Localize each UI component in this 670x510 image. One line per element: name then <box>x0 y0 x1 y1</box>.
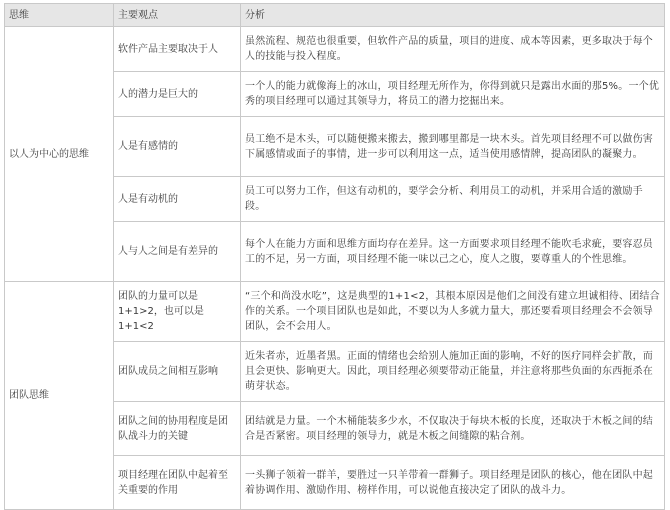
header-analysis: 分析 <box>241 4 665 27</box>
group-label-team: 团队思维 <box>5 282 114 510</box>
row-analysis: 一头狮子领着一群羊，要胜过一只羊带着一群狮子。项目经理是团队的核心，他在团队中起着协调作用、激励作用、榜样作用，可以说他直接决定了团队的战斗力。 <box>241 456 665 510</box>
row-analysis: 每个人在能力方面和思维方面均存在差异。这一方面要求项目经理不能吹毛求疵，要容忍员工的不足，另一方面，项目经理不能一味以己之心，度人之腹，要尊重人的个性思维。 <box>241 222 665 282</box>
table-row <box>5 27 665 72</box>
header-thinking: 思维 <box>5 4 114 27</box>
row-point: 项目经理在团队中起着至关重要的作用 <box>114 456 241 510</box>
row-analysis: 员工可以努力工作，但这有动机的，要学会分析、利用员工的动机，并采用合适的激励手段。 <box>241 177 665 222</box>
row-point: 团队成员之间相互影响 <box>114 342 241 402</box>
row-point: 软件产品主要取决于人 <box>114 27 241 72</box>
table-row <box>5 282 665 342</box>
row-analysis: 近朱者赤，近墨者黑。正面的情绪也会给别人施加正面的影响，不好的医疗同样会扩散，而且会更快、影响更大。因此，项目经理必须要带动正能量，并注意将那些负面的东西扼杀在萌芽状态。 <box>241 342 665 402</box>
row-analysis: “三个和尚没水吃”，这是典型的1+1<2，其根本原因是他们之间没有建立坦诚相待、团结合作的关系。一个项目团队也是如此，不要以为人多就力量大，那还要看项目经理会不会领导团队，会不会用人。 <box>241 282 665 342</box>
row-analysis: 团结就是力量。一个木桶能装多少水，不仅取决于每块木板的长度，还取决于木板之间的结合是否紧密。项目经理的领导力，就是木板之间缝隙的粘合剂。 <box>241 402 665 456</box>
row-point: 人是有动机的 <box>114 177 241 222</box>
row-point: 人的潜力是巨大的 <box>114 72 241 117</box>
row-point: 人与人之间是有差异的 <box>114 222 241 282</box>
table-header-row <box>5 4 665 27</box>
header-main-point: 主要观点 <box>114 4 241 27</box>
row-point: 团队的力量可以是1+1>2，也可以是1+1<2 <box>114 282 241 342</box>
group-label-people-centered: 以人为中心的思维 <box>5 27 114 282</box>
row-point: 人是有感情的 <box>114 117 241 177</box>
row-analysis: 员工绝不是木头，可以随便搬来搬去，搬到哪里都是一块木头。首先项目经理不可以做伤害下属感情或面子的事情，进一步可以利用这一点，适当使用感情牌，提高团队的凝聚力。 <box>241 117 665 177</box>
row-point: 团队之间的协用程度是团队战斗力的关键 <box>114 402 241 456</box>
thinking-table <box>4 3 665 510</box>
row-analysis: 虽然流程、规范也很重要，但软件产品的质量，项目的进度、成本等因素，更多取决于每个人的技能与投入程度。 <box>241 27 665 72</box>
row-analysis: 一个人的能力就像海上的冰山，项目经理无所作为，你得到就只是露出水面的那5%。一个优秀的项目经理可以通过其领导力，将员工的潜力挖掘出来。 <box>241 72 665 117</box>
